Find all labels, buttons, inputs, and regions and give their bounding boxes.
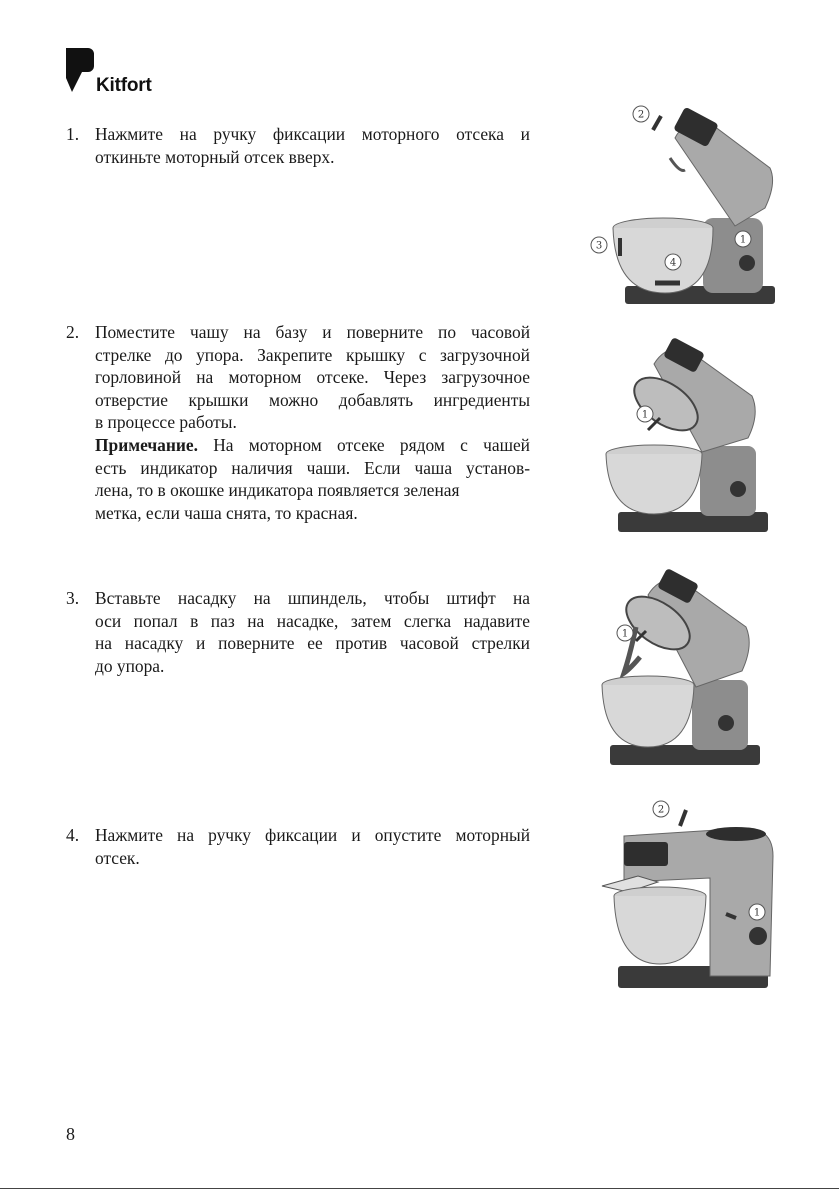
step-text-line: оси попал в паз на насадке, затем слегка надавите [95,610,530,631]
step-text-line: отсек. [95,847,140,868]
callout-1 [735,231,751,247]
callout-number: 1 [621,628,629,640]
step-4 [66,824,530,869]
step-text-line: на насадку и поверните ее против часовой стрелки [95,633,530,654]
callout-1 [637,406,653,422]
step-text-line: до упора. [95,655,165,676]
mixer-illustration-step-4 [598,796,788,1006]
callout-number: 1 [641,409,649,421]
note-line: метка, если чаша снята, то красная. [95,502,358,523]
step-number: 4. [66,825,80,845]
callout-number: 2 [637,109,645,121]
callout-4 [665,254,681,270]
step-text-line: откиньте моторный отсек вверх. [95,146,335,167]
callout-3 [591,237,607,253]
note-text: На моторном отсеке рядом с чашей [213,434,530,455]
callout-number: 2 [657,804,665,816]
callout-2 [633,106,649,122]
brand-logo [66,48,176,100]
step-text-line: горловиной на моторном отсеке. Через загрузочное [95,367,530,388]
callout-number: 1 [753,907,761,919]
step-text-line: стрелке до упора. Закрепите крышку с загрузочной [95,344,530,365]
note-line: лена, то в окошке индикатора появляется зеленая [95,480,460,501]
step-number: 3. [66,588,80,608]
note-line [95,434,530,457]
footer-divider [0,1188,839,1189]
callout-number: 1 [739,234,747,246]
brand-name: Kitfort [96,75,152,96]
page-number: 8 [66,1124,75,1144]
callout-2 [653,801,669,817]
kitfort-logo-icon [66,48,94,94]
step-text-line: Вставьте насадку на шпиндель, чтобы штифт на [95,588,530,608]
step-number: 1. [66,124,80,144]
mixer-illustration-step-2 [604,334,784,539]
note-label: Примечание. [95,434,198,455]
step-3 [66,587,530,677]
step-text-line: отверстие крышки можно добавлять ингредиенты [95,389,530,410]
callout-number: 4 [669,257,677,269]
step-text-line: в процессе работы. [95,412,237,433]
callout-number: 3 [595,240,603,252]
callout-1 [749,904,765,920]
step-2 [66,321,530,524]
step-text-line: Нажмите на ручку фиксации моторного отсека и [95,124,530,144]
note-line: есть индикатор наличия чаши. Если чаша установ- [95,457,530,478]
mixer-illustration-step-3 [600,565,785,775]
callout-1 [617,625,633,641]
step-number: 2. [66,322,80,342]
step-1 [66,123,530,168]
mixer-illustration-step-1 [585,98,785,318]
step-text-line: Нажмите на ручку фиксации и опустите моторный [95,825,530,845]
step-text-line: Поместите чашу на базу и поверните по часовой [95,322,530,342]
